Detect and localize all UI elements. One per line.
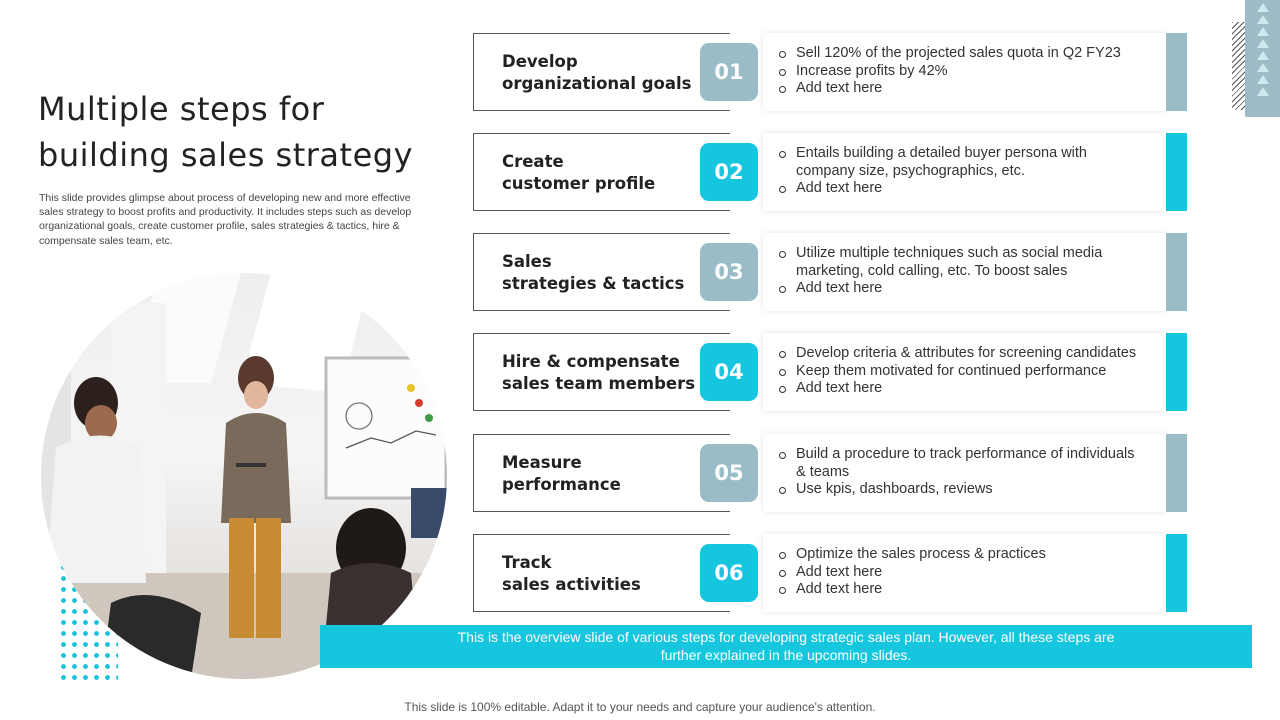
banner-line-2: further explained in the upcoming slides.: [660, 647, 912, 663]
bullet-item: Add text here: [777, 280, 1147, 298]
step-title: [502, 552, 712, 596]
slide-title: [38, 86, 458, 178]
step-bullet-list: [777, 345, 1147, 398]
bullet-item: Add text here: [777, 80, 1147, 98]
step-number-badge: 04: [700, 343, 758, 401]
step-bullet-list: [777, 45, 1147, 98]
step-number-badge: 06: [700, 544, 758, 602]
step-title-line-2: sales team members: [502, 374, 696, 393]
bullet-item: Use kpis, dashboards, reviews: [777, 481, 1147, 499]
step-03: [473, 233, 1187, 311]
step-01: [473, 33, 1187, 111]
step-accent-bar: [1166, 33, 1187, 111]
step-title-line-1: Measure: [502, 453, 582, 472]
step-title-line-2: organizational goals: [502, 74, 692, 93]
bullet-item: Entails building a detailed buyer persona with company size, psychographics, etc.: [777, 145, 1147, 180]
step-title: [502, 251, 712, 295]
step-number-badge: 03: [700, 243, 758, 301]
step-bullet-list: [777, 245, 1147, 298]
bullet-item: Add text here: [777, 564, 1147, 582]
footer-note: This slide is 100% editable. Adapt it to your needs and capture your audience's attention.: [404, 700, 876, 714]
bullet-item: Keep them motivated for continued performance: [777, 363, 1147, 381]
step-title-box: [473, 133, 730, 211]
bullet-item: Utilize multiple techniques such as social media marketing, cold calling, etc. To boost sales: [777, 245, 1147, 280]
slide-description: This slide provides glimpse about process of developing new and more effective sales strategy to boost profits and productivity. It includes steps such as develop organizational goals, create customer profile, sales strategies & tactics, hire & compensate sales team, etc.: [39, 192, 412, 247]
step-title-line-1: Develop: [502, 52, 578, 71]
bullet-item: Optimize the sales process & practices: [777, 546, 1147, 564]
step-title-box: [473, 534, 730, 612]
step-title-box: [473, 434, 730, 512]
title-line-2: building sales strategy: [38, 136, 414, 174]
step-accent-bar: [1166, 233, 1187, 311]
bullet-item: Add text here: [777, 380, 1147, 398]
step-title: [502, 51, 712, 95]
step-bullet-list: [777, 546, 1147, 599]
bullet-item: Add text here: [777, 581, 1147, 599]
summary-banner: [320, 625, 1252, 668]
step-bullet-list: [777, 145, 1147, 198]
step-title: [502, 151, 712, 195]
step-04: [473, 333, 1187, 411]
step-accent-bar: [1166, 434, 1187, 512]
step-05: [473, 434, 1187, 512]
step-title: [502, 351, 712, 395]
step-title-line-2: sales activities: [502, 575, 641, 594]
step-title-line-2: customer profile: [502, 174, 656, 193]
bullet-item: Increase profits by 42%: [777, 63, 1147, 81]
step-title-line-1: Hire & compensate: [502, 352, 680, 371]
step-title-box: [473, 33, 730, 111]
step-bullet-list: [777, 446, 1147, 499]
title-line-1: Multiple steps for: [38, 90, 325, 128]
step-number-badge: 05: [700, 444, 758, 502]
bullet-item: Develop criteria & attributes for screening candidates: [777, 345, 1147, 363]
step-title-line-2: strategies & tactics: [502, 274, 685, 293]
step-title-line-1: Create: [502, 152, 564, 171]
step-number-badge: 02: [700, 143, 758, 201]
step-title-line-2: performance: [502, 475, 621, 494]
step-02: [473, 133, 1187, 211]
bullet-item: Build a procedure to track performance of individuals & teams: [777, 446, 1147, 481]
business-meeting-illustration: [41, 273, 447, 679]
step-accent-bar: [1166, 534, 1187, 612]
step-06: [473, 534, 1187, 612]
meeting-photo: [41, 273, 447, 679]
step-accent-bar: [1166, 133, 1187, 211]
step-title: [502, 452, 712, 496]
step-title-line-1: Track: [502, 553, 552, 572]
bullet-item: Sell 120% of the projected sales quota in Q2 FY23: [777, 45, 1147, 63]
step-title-box: [473, 333, 730, 411]
triangle-pattern-decoration: [1245, 0, 1280, 117]
step-number-badge: 01: [700, 43, 758, 101]
step-accent-bar: [1166, 333, 1187, 411]
step-title-box: [473, 233, 730, 311]
step-title-line-1: Sales: [502, 252, 552, 271]
bullet-item: Add text here: [777, 180, 1147, 198]
banner-line-1: This is the overview slide of various steps for developing strategic sales plan. However, all these steps are: [457, 629, 1115, 645]
